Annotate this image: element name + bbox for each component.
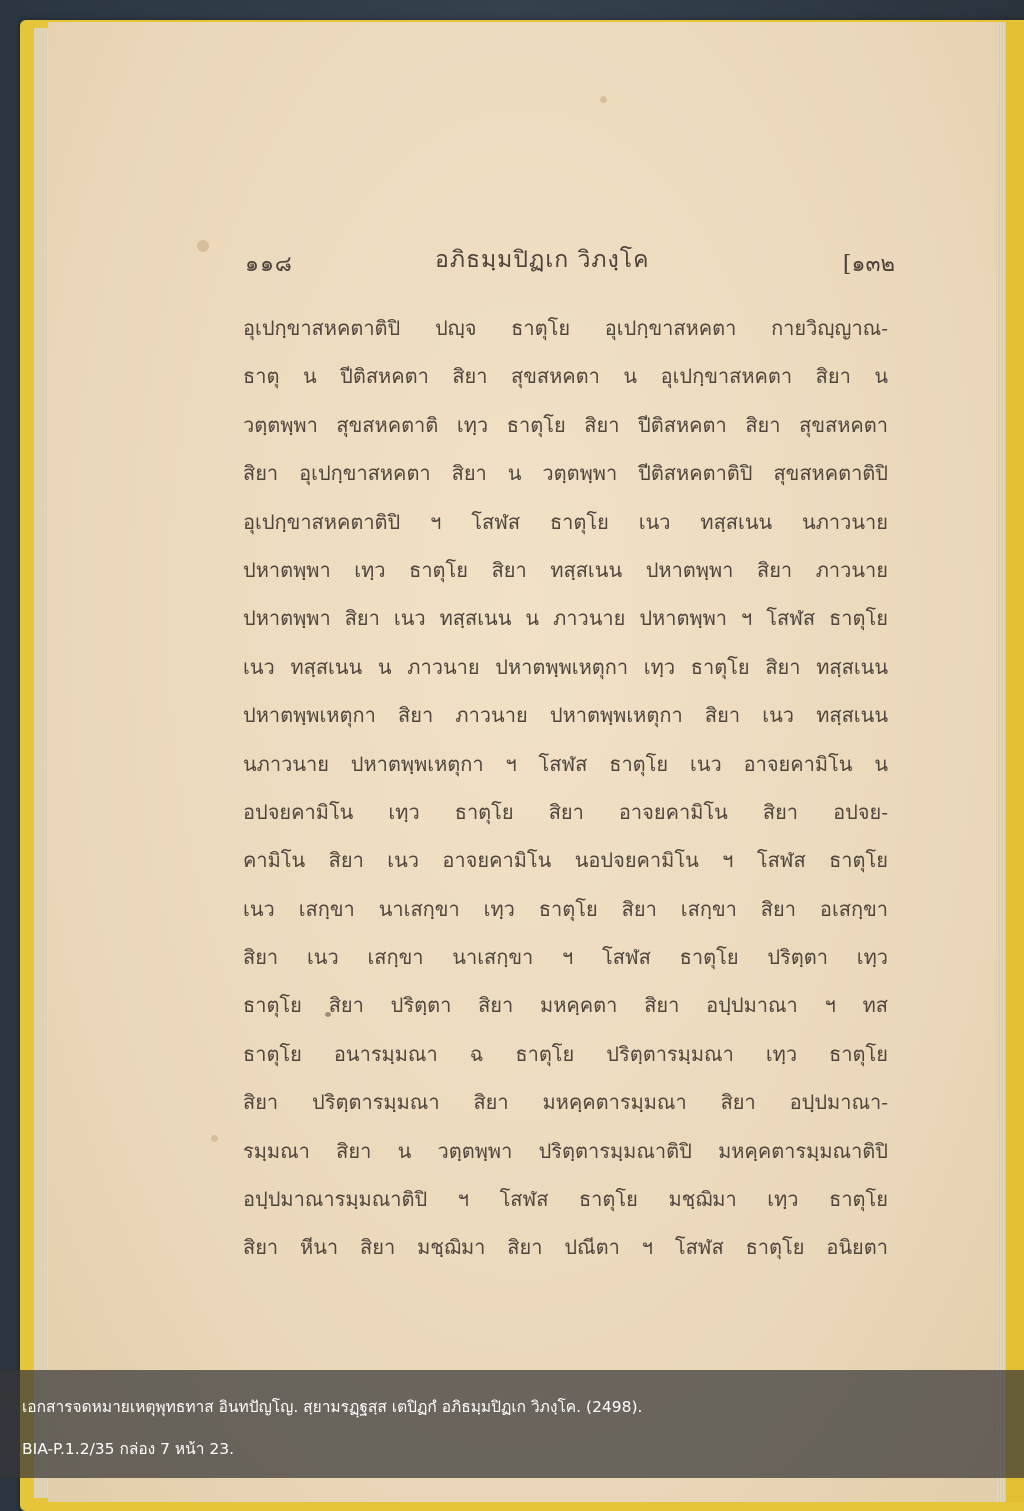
caption-reference: BIA-P.1.2/35 กล่อง 7 หน้า 23. [22,1440,235,1458]
section-number: [๑๓๒ [842,252,895,277]
text-line: คามิโน สิยา เนว อาจยคามิโน นอปจยคามิโน ฯ โสฬส ธาตุโย [243,848,888,873]
text-line: ธาตุ น ปีติสหคตา สิยา สุขสหคตา น อุเปกฺขาสหคตา สิยา น [243,364,888,389]
paper-stain [211,1135,218,1142]
page-header [245,242,895,282]
book-cover-right [1006,22,1024,1502]
body-text [243,308,888,1276]
page-number: ๑๑๘ [245,252,293,277]
text-line: ธาตุโย สิยา ปริตฺตา สิยา มหคฺคตา สิยา อปฺปมาณา ฯ ทส [243,993,888,1018]
text-line: สิยา หีนา สิยา มชฺฌิมา สิยา ปณีตา ฯ โสฬส ธาตุโย อนิยตา [243,1235,888,1260]
caption-bar [0,1370,1024,1478]
text-line: สิยา อุเปกฺขาสหคตา สิยา น วตฺตพฺพา ปีติสหคตาติปิ สุขสหคตาติปิ [243,461,888,486]
text-line: อุเปกฺขาสหคตาติปิ ฯ โสฬส ธาตุโย เนว ทสฺสเนน นภาวนาย [243,509,888,534]
text-line: วตฺตพฺพา สุขสหคตาติ เทฺว ธาตุโย สิยา ปีติสหคตา สิยา สุขสหคตา [243,412,888,437]
text-line: รมฺมณา สิยา น วตฺตพฺพา ปริตฺตารมฺมณาติปิ มหคฺคตารมฺมณาติปิ [243,1138,888,1163]
text-line: อุเปกฺขาสหคตาติปิ ปญฺจ ธาตุโย อุเปกฺขาสหคตา กายวิญฺญาณ- [243,316,888,340]
text-line: ปหาตพฺพา สิยา เนว ทสฺสเนน น ภาวนาย ปหาตพฺพา ฯ โสฬส ธาตุโย [243,606,888,631]
text-line: เนว เสกฺขา นาเสกฺขา เทฺว ธาตุโย สิยา เสกฺขา สิยา อเสกฺขา [243,896,888,921]
text-line: อปจยคามิโน เทฺว ธาตุโย สิยา อาจยคามิโน สิยา อปจย- [243,799,888,824]
text-line: สิยา ปริตฺตารมฺมณา สิยา มหคฺคตารมฺมณา สิยา อปฺปมาณา- [243,1090,888,1115]
text-line: ธาตุโย อนารมฺมณา ฉ ธาตุโย ปริตฺตารมฺมณา เทฺว ธาตุโย [243,1041,888,1066]
text-line: ปหาตพฺพเหตุกา สิยา ภาวนาย ปหาตพฺพเหตุกา สิยา เนว ทสฺสเนน [243,703,888,728]
text-line: นภาวนาย ปหาตพฺพเหตุกา ฯ โสฬส ธาตุโย เนว อาจยคามิโน น [243,751,888,776]
text-line: เนว ทสฺสเนน น ภาวนาย ปหาตพฺพเหตุกา เทฺว ธาตุโย สิยา ทสฺสเนน [243,654,888,679]
caption-citation: เอกสารจดหมายเหตุพุทธทาส อินทปัญโญ. สฺยามรฏฺฐสฺส เตปิฏกํ อภิธมฺมปิฏเก วิภงฺโค. (2498). [22,1398,643,1416]
paper-stain [600,96,607,103]
text-line: ปหาตพฺพา เทฺว ธาตุโย สิยา ทสฺสเนน ปหาตพฺพา สิยา ภาวนาย [243,557,888,582]
page-right-edge [996,22,1006,1502]
text-line: อปฺปมาณารมฺมณาติปิ ฯ โสฬส ธาตุโย มชฺฌิมา เทฺว ธาตุโย [243,1187,888,1212]
running-title: อภิธมฺมปิฏเก วิภงฺโค [435,247,650,273]
paper-stain [197,240,209,252]
text-line: สิยา เนว เสกฺขา นาเสกฺขา ฯ โสฬส ธาตุโย ปริตฺตา เทฺว [243,945,888,970]
